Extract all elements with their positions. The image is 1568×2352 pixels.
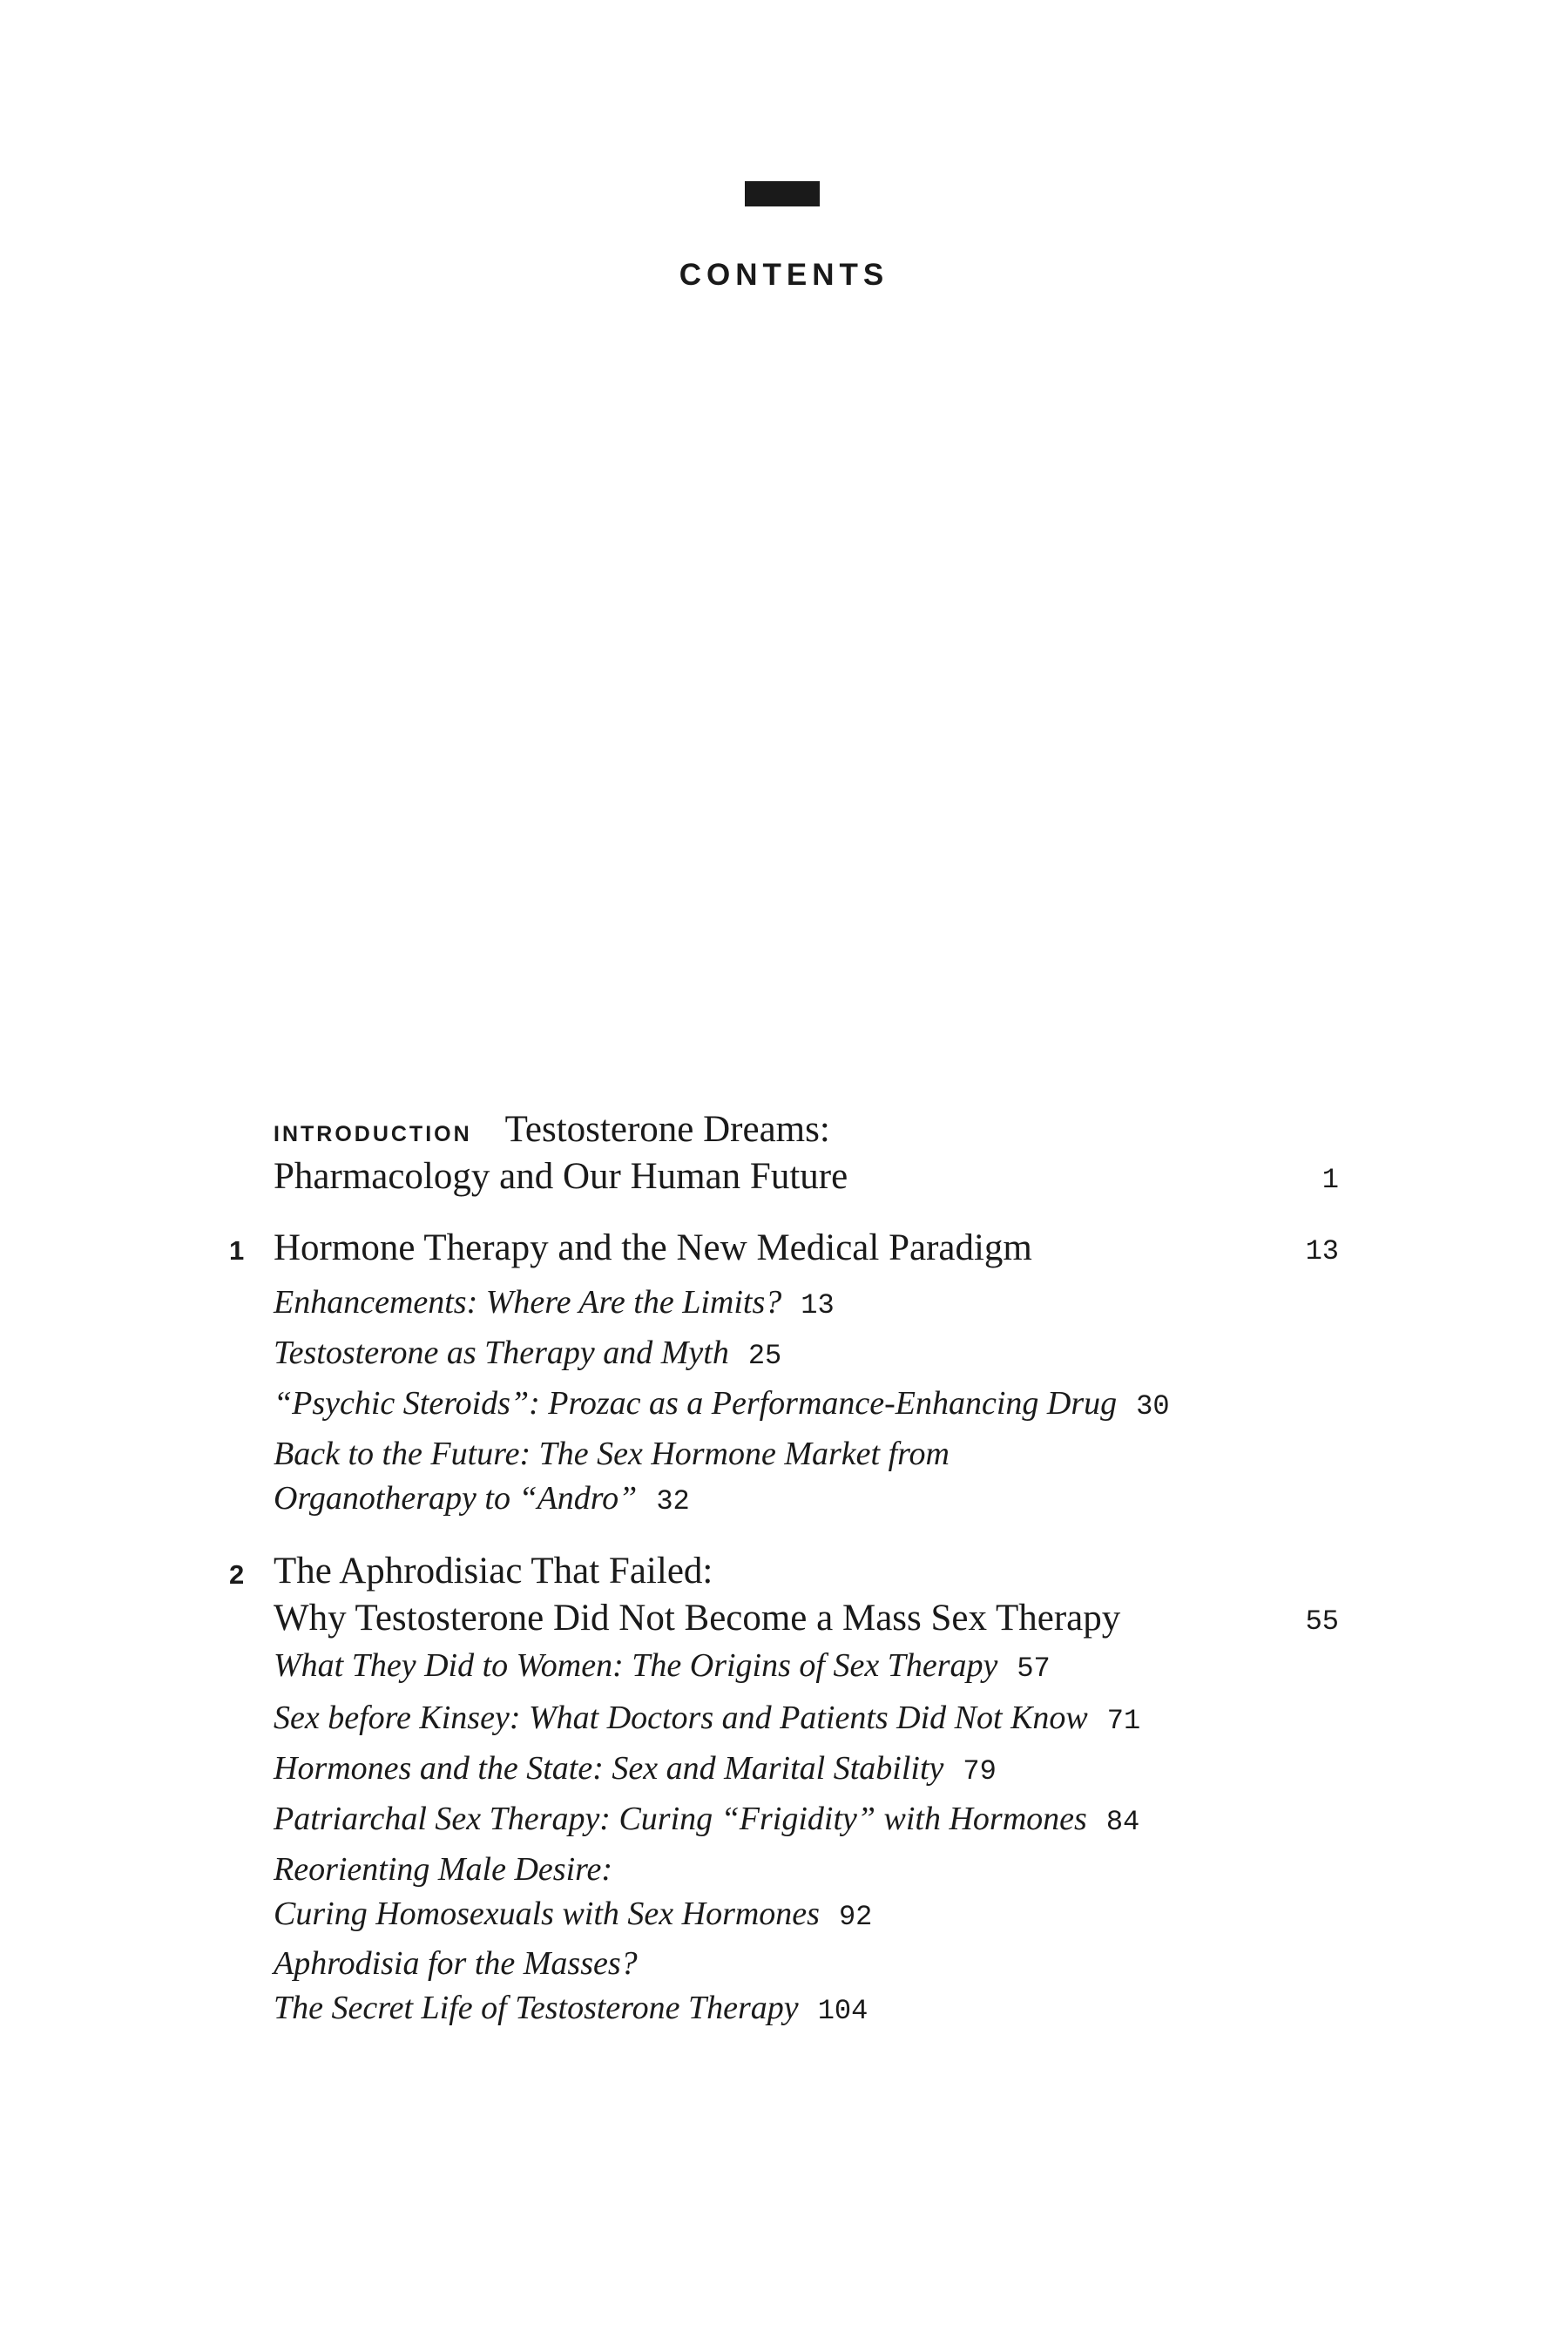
chapter-2-section-6-line1 xyxy=(274,1940,638,1987)
section-page: 104 xyxy=(817,1995,868,2027)
chapter-2-page: 55 xyxy=(1305,1605,1339,1638)
chapter-2-section-2 xyxy=(274,1694,1140,1745)
section-title: Reorienting Male Desire: xyxy=(274,1851,613,1888)
chapter-2-section-5-line2 xyxy=(274,1890,872,1941)
chapter-2-section-1 xyxy=(274,1642,1051,1693)
chapter-2-section-3 xyxy=(274,1745,997,1795)
introduction-title-line1: Testosterone Dreams: xyxy=(504,1109,830,1150)
chapter-1-section-1 xyxy=(274,1279,835,1329)
chapter-1-number: 1 xyxy=(229,1235,245,1266)
section-page: 25 xyxy=(747,1340,782,1372)
section-page: 30 xyxy=(1136,1390,1170,1423)
chapter-1-section-3 xyxy=(274,1380,1170,1430)
section-title: Aphrodisia for the Masses? xyxy=(274,1945,638,1982)
chapter-1-section-4-line1 xyxy=(274,1430,950,1477)
section-title: Sex before Kinsey: What Doctors and Patients Did Not Know xyxy=(274,1700,1088,1736)
section-page: 71 xyxy=(1106,1705,1141,1737)
section-title: What They Did to Women: The Origins of Sex Therapy xyxy=(274,1647,998,1684)
section-title: “Psychic Steroids”: Prozac as a Performance-Enhancing Drug xyxy=(274,1385,1118,1422)
section-title: Enhancements: Where Are the Limits? xyxy=(274,1284,782,1321)
section-title: The Secret Life of Testosterone Therapy xyxy=(274,1990,799,2026)
section-title: Organotherapy to “Andro” xyxy=(274,1480,638,1517)
section-title: Testosterone as Therapy and Myth xyxy=(274,1335,729,1371)
introduction-page: 1 xyxy=(1321,1164,1339,1196)
introduction-title-line2: Pharmacology and Our Human Future xyxy=(274,1156,848,1197)
decorative-bar xyxy=(745,181,820,206)
section-page: 13 xyxy=(801,1289,835,1321)
section-page: 32 xyxy=(656,1485,690,1517)
section-page: 84 xyxy=(1105,1806,1140,1838)
chapter-1-section-2 xyxy=(274,1329,781,1380)
chapter-2-title-line1: The Aphrodisiac That Failed: xyxy=(274,1551,713,1592)
chapter-1-section-4-line2 xyxy=(274,1475,690,1525)
section-title: Hormones and the State: Sex and Marital Stability xyxy=(274,1750,944,1787)
chapter-2-title-line2: Why Testosterone Did Not Become a Mass Sex Therapy xyxy=(274,1598,1121,1639)
chapter-1-title: Hormone Therapy and the New Medical Paradigm xyxy=(274,1227,1032,1268)
section-page: 92 xyxy=(838,1901,873,1933)
section-title: Patriarchal Sex Therapy: Curing “Frigidity” with Hormones xyxy=(274,1801,1087,1837)
section-page: 79 xyxy=(963,1755,997,1788)
chapter-2-section-5-line1 xyxy=(274,1846,612,1893)
chapter-1-page: 13 xyxy=(1305,1235,1339,1267)
section-title: Back to the Future: The Sex Hormone Market from xyxy=(274,1436,950,1472)
page-title: CONTENTS xyxy=(679,258,889,292)
chapter-2-section-6-line2 xyxy=(274,1984,868,2035)
chapter-2-section-4 xyxy=(274,1795,1139,1846)
introduction-label: INTRODUCTION xyxy=(274,1122,472,1146)
chapter-2-number: 2 xyxy=(229,1559,245,1590)
section-title: Curing Homosexuals with Sex Hormones xyxy=(274,1896,820,1932)
section-page: 57 xyxy=(1017,1652,1051,1685)
